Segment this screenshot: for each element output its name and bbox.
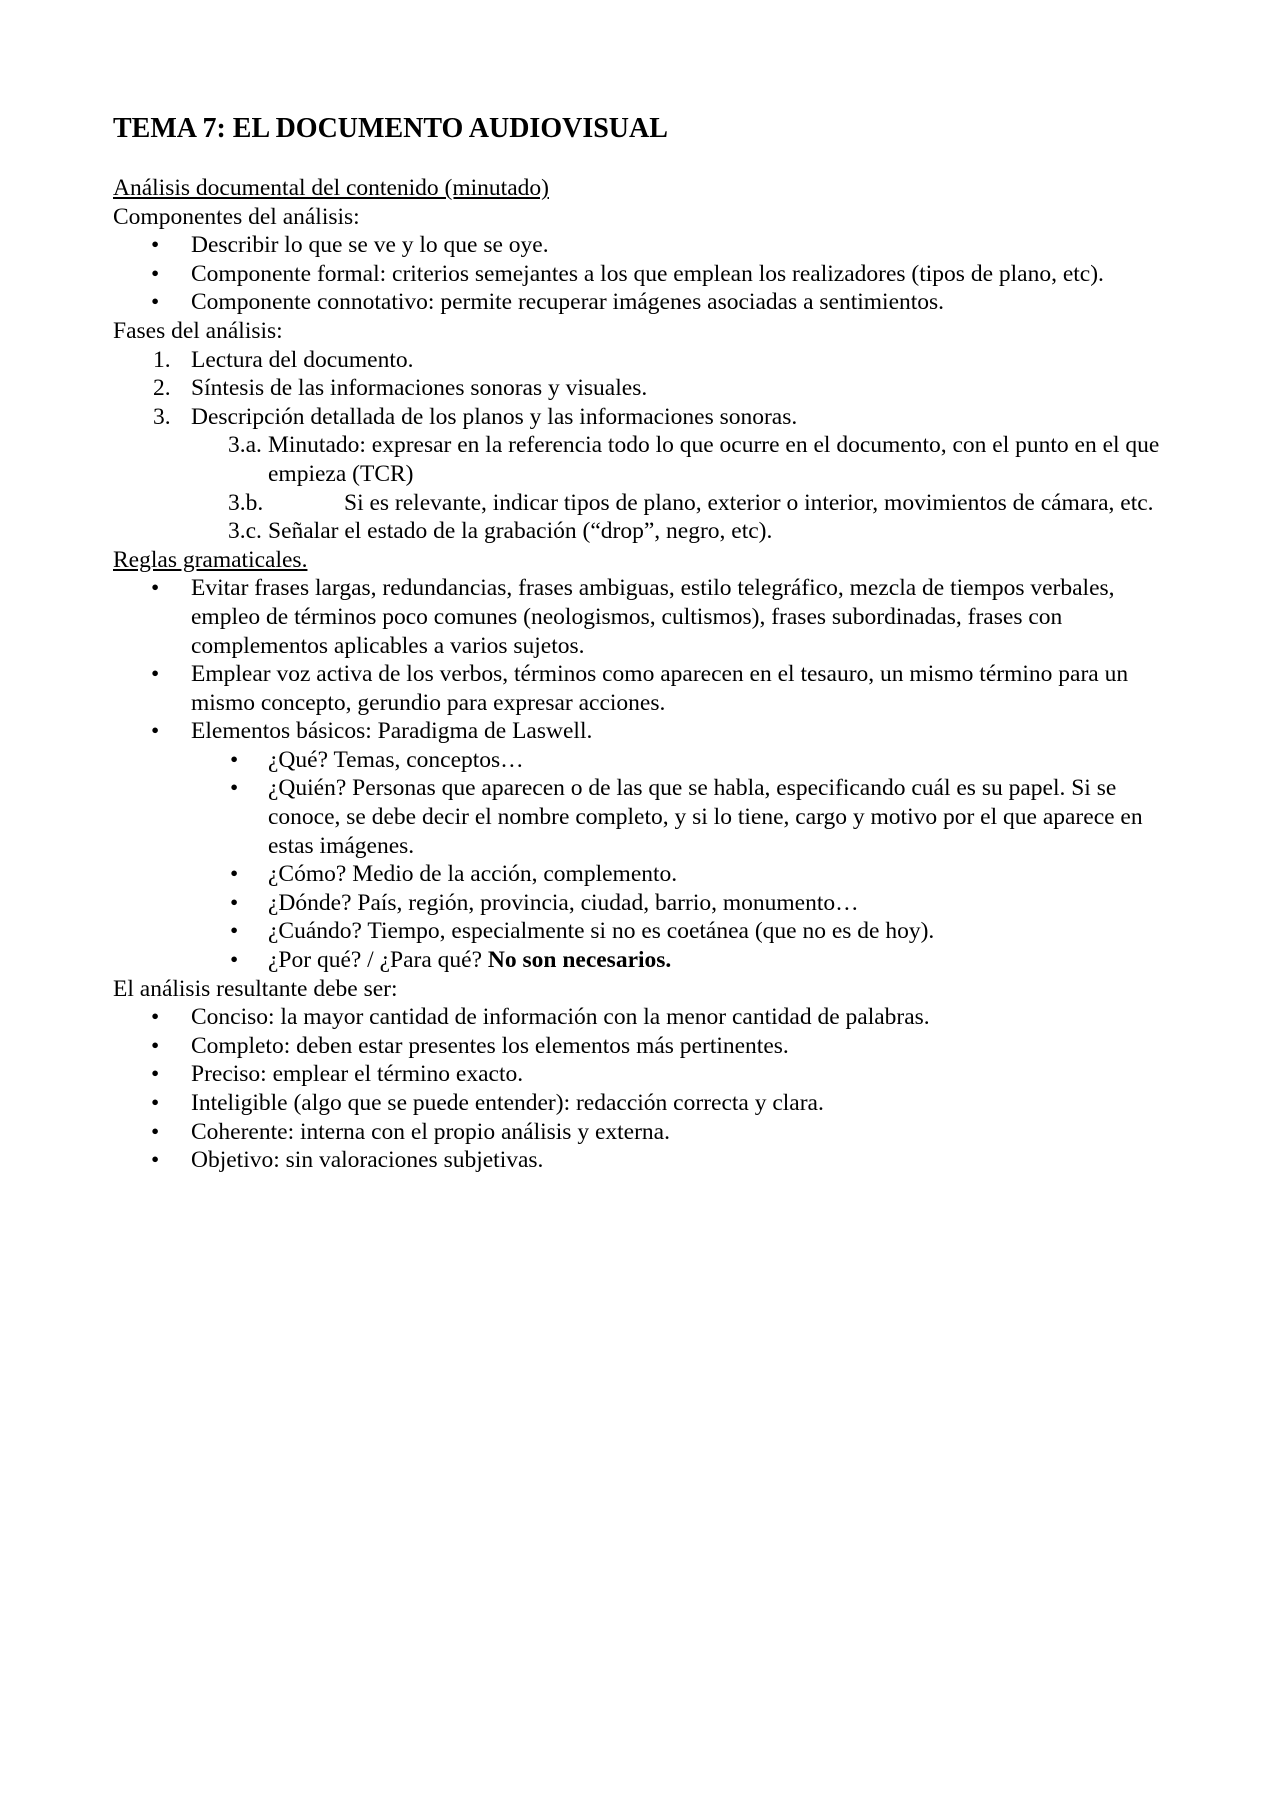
list-item: • Objetivo: sin valoraciones subjetivas.: [151, 1147, 544, 1174]
fases-list: [113, 346, 1173, 432]
list-item: • ¿Cómo? Medio de la acción, complemento.: [230, 861, 678, 888]
bullet-icon: •: [151, 1032, 160, 1059]
document-title: TEMA 7: EL DOCUMENTO AUDIOVISUAL: [113, 113, 668, 144]
list-item: • ¿Qué? Temas, conceptos…: [230, 746, 524, 773]
list-item: • Coherente: interna con el propio análisis y externa.: [151, 1118, 670, 1145]
list-item: • Inteligible (algo que se puede entender): redacción correcta y clara.: [151, 1090, 824, 1116]
bullet-icon: •: [151, 289, 160, 316]
componentes-label: Componentes del análisis:: [113, 203, 360, 230]
bullet-icon: •: [230, 861, 239, 888]
list-number: 1.: [153, 346, 171, 373]
list-item: • ¿Quién? Personas que aparecen o de las que se habla, especificando cuál es su papel. Si se conoce, se debe decir el nombre completo, y si lo tiene, cargo y motivo por el que aparece en estas imágenes.: [230, 775, 1143, 859]
list-item: • ¿Cuándo? Tiempo, especialmente si no es coetánea (que no es de hoy).: [230, 918, 935, 945]
resultante-label: El análisis resultante debe ser:: [113, 975, 398, 1002]
bullet-icon: •: [151, 1090, 160, 1116]
section-heading-analisis: Análisis documental del contenido (minutado): [113, 175, 549, 201]
bullet-icon: •: [230, 775, 239, 802]
list-item: 3.b. Si es relevante, indicar tipos de plano, exterior o interior, movimientos de cámara, etc.: [228, 489, 1154, 516]
emphasis-text: No son necesarios.: [487, 947, 672, 974]
componentes-list: [113, 231, 1173, 317]
list-item: • ¿Dónde? País, región, provincia, ciudad, barrio, monumento…: [230, 889, 859, 916]
list-item: 3. Descripción detallada de los planos y las informaciones sonoras.: [153, 403, 798, 430]
bullet-icon: •: [151, 1147, 160, 1174]
bullet-icon: •: [151, 661, 160, 688]
laswell-list: [113, 746, 1173, 975]
list-item: 3.a. Minutado: expresar en la referencia todo lo que ocurre en el documento, con el punto en el que empieza (TCR): [228, 432, 1160, 487]
list-number: 3.b.: [228, 489, 264, 516]
bullet-icon: •: [230, 746, 239, 773]
document-page: [113, 112, 1173, 1175]
bullet-icon: •: [151, 1118, 160, 1145]
list-item: • Emplear voz activa de los verbos, términos como aparecen en el tesauro, un mismo término para un mismo concepto, gerundio para expresar acciones.: [151, 661, 1129, 716]
list-item: • Componente formal: criterios semejantes a los que emplean los realizadores (tipos de plano, etc).: [151, 260, 1104, 287]
bullet-icon: •: [230, 918, 239, 945]
bullet-icon: •: [151, 575, 160, 602]
bullet-icon: •: [151, 718, 160, 745]
fases-label: Fases del análisis:: [113, 317, 283, 344]
list-number: 2.: [153, 375, 171, 402]
list-number: 3.: [153, 403, 171, 430]
list-item: • Completo: deben estar presentes los elementos más pertinentes.: [151, 1032, 789, 1059]
list-item: • Conciso: la mayor cantidad de información con la menor cantidad de palabras.: [151, 1004, 930, 1031]
list-item: 1. Lectura del documento.: [153, 346, 414, 373]
resultante-list: [113, 1003, 1173, 1175]
list-item: • ¿Por qué? / ¿Para qué? No son necesarios.: [230, 947, 672, 974]
list-item: • Elementos básicos: Paradigma de Laswell.: [151, 718, 593, 745]
bullet-icon: •: [151, 1061, 160, 1088]
subfases-list: [113, 431, 1173, 545]
bullet-icon: •: [151, 260, 160, 287]
list-number: 3.a.: [228, 432, 262, 459]
bullet-icon: •: [151, 1004, 160, 1031]
bullet-icon: •: [151, 232, 160, 259]
list-item: • Preciso: emplear el término exacto.: [151, 1061, 524, 1088]
list-item: 3.c. Señalar el estado de la grabación (“drop”, negro, etc).: [228, 518, 773, 545]
bullet-icon: •: [230, 947, 239, 974]
list-number: 3.c.: [228, 518, 262, 545]
list-item: 2. Síntesis de las informaciones sonoras y visuales.: [153, 375, 648, 402]
list-item: • Describir lo que se ve y lo que se oye.: [151, 232, 549, 259]
reglas-list: [113, 574, 1173, 746]
section-heading-reglas: Reglas gramaticales.: [113, 546, 308, 573]
list-item: • Componente connotativo: permite recuperar imágenes asociadas a sentimientos.: [151, 289, 945, 316]
list-item: • Evitar frases largas, redundancias, frases ambiguas, estilo telegráfico, mezcla de tiempos verbales, empleo de términos poco comunes (neologismos, cultismos), frases subordinadas, frases con complementos aplicables a varios sujetos.: [151, 575, 1115, 659]
bullet-icon: •: [230, 889, 239, 916]
